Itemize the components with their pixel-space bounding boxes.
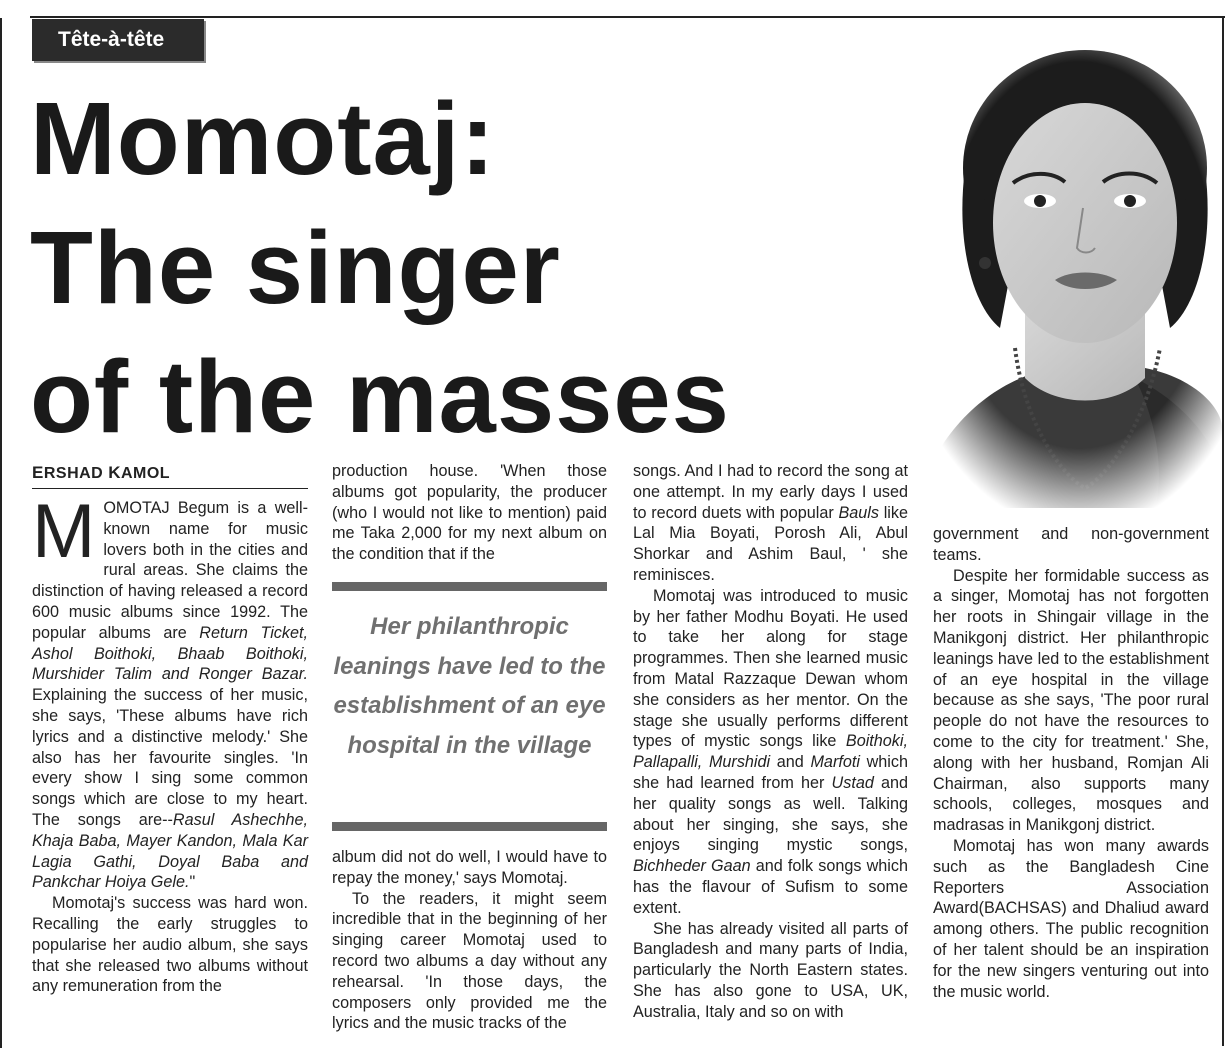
col3-p2-gaan: Bichheder Gaan (633, 857, 751, 876)
col3-p2-mid: which she had learned from her (633, 753, 908, 792)
byline-initial-2: K (108, 463, 121, 482)
col3-text: songs. And I had to record the song at one attempt. In my early days I used to record duets with popular (633, 462, 908, 522)
top-rule (30, 16, 1225, 18)
headline-line-1: Momotaj: (30, 81, 496, 196)
drop-cap: M (32, 489, 96, 574)
col2-paragraph-top: production house. 'When those albums got popularity, the producer (who I would not like to mention) paid me Taka 2,000 for my next album on the condition that if the (332, 462, 607, 564)
headline-line-3: of the masses (30, 339, 730, 454)
col1-quote-end: " (189, 873, 196, 892)
col3-text-end: like Lal Mia Boyati, Porosh Ali, Abul Shorkar and Ashim Baul, ' she reminisces. (633, 503, 908, 584)
article-column-2-top (332, 461, 607, 565)
col3-p2-text: Momotaj was introduced to music by her father Modhu Boyati. He used to take her along for stage programmes. Then she learned music from Matal Razzaque Dewan whom she considers as her mentor. On the stage she usually performs different types of mystic songs like (633, 586, 908, 751)
col3-bauls: Bauls (838, 503, 879, 522)
col3-p2-marfoti: Marfoti (810, 753, 860, 772)
article-column-1 (32, 489, 309, 997)
pull-quote-bottom-bar (332, 822, 607, 831)
pull-quote-top-bar (332, 582, 607, 591)
byline-rest-2: AMOL (120, 465, 171, 482)
col1-albums: Return Ticket, Ashol Boithoki, Bhaab Boithoki, Murshider Talim and Ronger Bazar. (32, 623, 308, 684)
right-rule (1222, 16, 1224, 1046)
col3-paragraph-2 (633, 586, 908, 919)
left-rule (0, 18, 2, 1048)
col4-paragraph-1: government and non-government teams. (933, 525, 1209, 564)
col2-paragraph-1: album did not do well, I would have to repay the money,' says Momotaj. (332, 848, 607, 887)
col3-p2-mid2: and her quality songs as well. Talking about her singing, she says, she enjoys singing mystic songs, (633, 773, 908, 855)
col4-paragraph-3: Momotaj has won many awards such as the Bangladesh Cine Reporters Association Award(BACHSAS) and Dhaliud award among others. The public recognition of her talent should be an inspiration for the new singers venturing out into the music world. (933, 836, 1209, 1001)
pull-quote: Her philanthropic leanings have led to the establishment of an eye hospital in the village (333, 613, 606, 759)
article-column-3 (633, 461, 908, 1023)
col3-p2-end: and folk songs which has the flavour of Sufism to some extent. (633, 857, 908, 917)
col1-text-mid: Explaining the success of her music, she says, 'These albums have rich lyrics and a distinctive melody.' She also has her favourite singles. 'In every show I sing some common songs which are close to my heart. The songs are-- (32, 686, 308, 829)
headline (30, 74, 910, 461)
article-column-4 (933, 524, 1209, 1002)
article-column-2-bottom (332, 847, 607, 1034)
headline-line-2: The singer (30, 210, 561, 325)
col1-text: OMOTAJ Begum is a well-known name for music lovers both in the cities and rural areas. She claims the distinction of having released a record 600 music albums since 1992. The popular albums are (32, 499, 308, 642)
byline-rest-1: RSHAD (43, 465, 104, 482)
col4-paragraph-2: Despite her formidable success as a singer, Momotaj has not forgotten her roots in Shingair village in the Manikgonj district. Her philanthropic leanings have led to the establishment of an eye hospital in the village because as she says, 'The poor rural people do not have the resources to come to the city for treatment.' She, along with her husband, Romjan Ali Chairman, also supports many schools, colleges, mosques and madrasas in Manikgonj district. (933, 566, 1209, 835)
col1-songs: Rasul Ashechhe, Khaja Baba, Mayer Kandon, Mala Kar Lagia Gathi, Doyal Baba and Pankchar Hoiya Gele. (32, 810, 309, 892)
col3-p2-songs: Boithoki, Pallapalli, Murshidi (633, 732, 908, 772)
col1-paragraph-1 (32, 489, 309, 893)
col2-paragraph-2: To the readers, it might seem incredible that in the beginning of her singing career Momotaj used to record two albums a day without any rehearsal. 'In those days, the composers only provided me the lyrics and the music tracks of the (332, 889, 607, 1033)
col3-p2-and: and (770, 753, 811, 772)
col3-paragraph-1 (633, 461, 908, 586)
byline-initial-1: E (32, 463, 44, 482)
col3-paragraph-3: She has already visited all parts of Bangladesh and many parts of India, particularly the North Eastern states. She has also gone to USA, UK, Australia, Italy and so on with (633, 919, 908, 1021)
portrait-photo (905, 48, 1222, 508)
col1-paragraph-2: Momotaj's success was hard won. Recalling the early struggles to popularise her audio album, she says that she released two albums without any remuneration from the (32, 894, 308, 996)
section-tag: Tête-à-tête (32, 19, 204, 61)
byline (32, 461, 308, 489)
col3-p2-ustad: Ustad (831, 773, 874, 792)
